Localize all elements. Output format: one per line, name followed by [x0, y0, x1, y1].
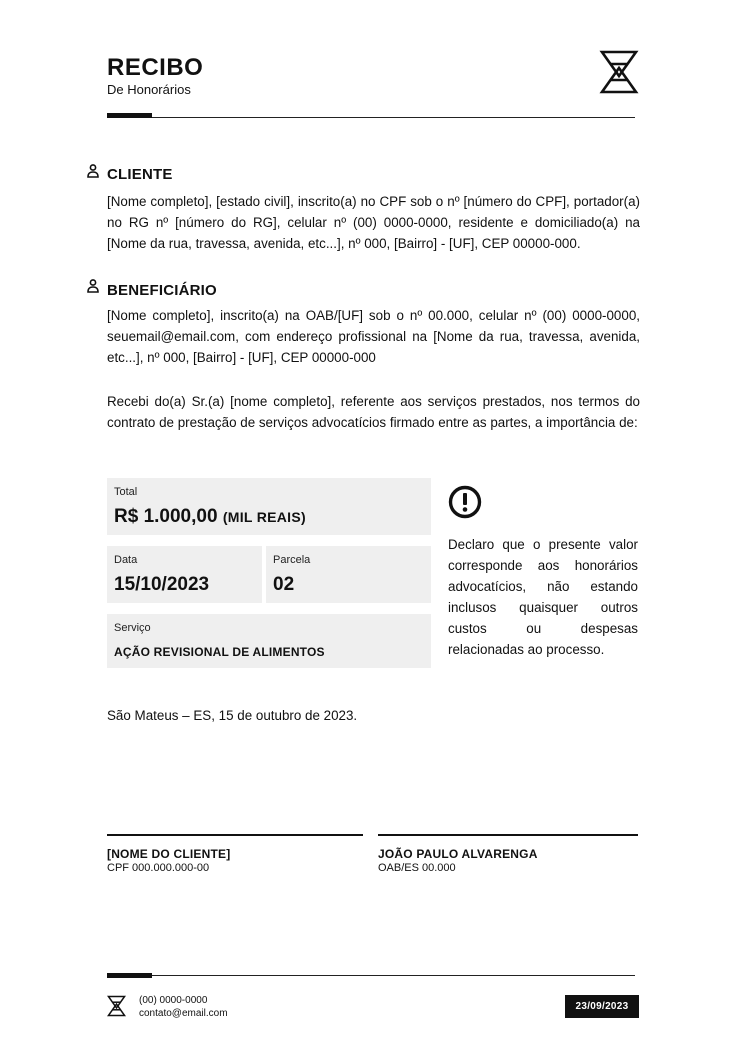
total-box: [107, 478, 431, 535]
place-date: São Mateus – ES, 15 de outubro de 2023.: [107, 708, 358, 723]
parcela-box: [266, 546, 431, 603]
signature-doc-lawyer: OAB/ES 00.000: [378, 862, 456, 874]
signature-line-client: [107, 834, 363, 836]
exclamation-circle-icon: [448, 485, 482, 519]
header-accent-bar: [107, 113, 152, 118]
footer-divider: [152, 975, 635, 976]
total-amount: R$ 1.000,00: [114, 506, 218, 527]
person-icon: [87, 164, 99, 178]
servico-label: Serviço: [114, 622, 151, 634]
document-title: RECIBO: [107, 54, 204, 81]
document-subtitle: De Honorários: [107, 82, 191, 97]
cliente-text: [Nome completo], [estado civil], inscrito(a) no CPF sob o nº [número do CPF], portador(a) no RG nº [número do RG], celular nº (00) 0000-0000, residente e domiciliado(a) na [Nome da rua, travessa, avenida, etc...], nº 000, [Bairro] - [UF], CEP 00000-000.: [107, 194, 640, 251]
beneficiario-text: [Nome completo], inscrito(a) na OAB/[UF] sob o nº 00.000, celular nº (00) 0000-0000, seuemail@email.com, com endereço profissional na [Nome da rua, travessa, avenida, etc...], nº 000, [Bairro] - [UF], CEP 00000-000: [107, 308, 640, 365]
cliente-heading: CLIENTE: [107, 166, 173, 183]
total-extenso: (MIL REAIS): [222, 509, 306, 525]
date-label: Data: [114, 554, 138, 566]
footer-email: contato@email.com: [139, 1008, 228, 1019]
date-box: [107, 546, 262, 603]
footer-phone: (00) 0000-0000: [139, 995, 208, 1006]
signature-name-client: [NOME DO CLIENTE]: [107, 847, 231, 861]
total-value: [114, 506, 306, 528]
date-value: 15/10/2023: [114, 574, 210, 595]
intro-text: Recebi do(a) Sr.(a) [nome completo], referente aos serviços prestados, nos termos do contrato de prestação de serviços advocatícios firmado entre as partes, a importância de:: [107, 394, 640, 430]
signature-line-lawyer: [378, 834, 638, 836]
servico-box: [107, 614, 431, 668]
servico-value: AÇÃO REVISIONAL DE ALIMENTOS: [114, 645, 325, 659]
total-label: Total: [114, 486, 138, 498]
footer-accent-bar: [107, 973, 152, 978]
beneficiario-heading: BENEFICIÁRIO: [107, 282, 217, 299]
parcela-value: 02: [273, 574, 295, 595]
notice-text: Declaro que o presente valor corresponde aos honorários advocatícios, não estando inclusos quaisquer outros custos ou despesas relacionadas ao processo.: [448, 537, 638, 657]
header-divider: [152, 117, 635, 118]
triangle-logo-icon: [599, 50, 639, 94]
signature-name-lawyer: JOÃO PAULO ALVARENGA: [378, 847, 538, 861]
parcela-label: Parcela: [273, 554, 311, 566]
footer-date-badge: 23/09/2023: [565, 995, 639, 1018]
person-icon: [87, 279, 99, 293]
signature-doc-client: CPF 000.000.000-00: [107, 862, 210, 874]
triangle-logo-icon: [107, 995, 126, 1017]
